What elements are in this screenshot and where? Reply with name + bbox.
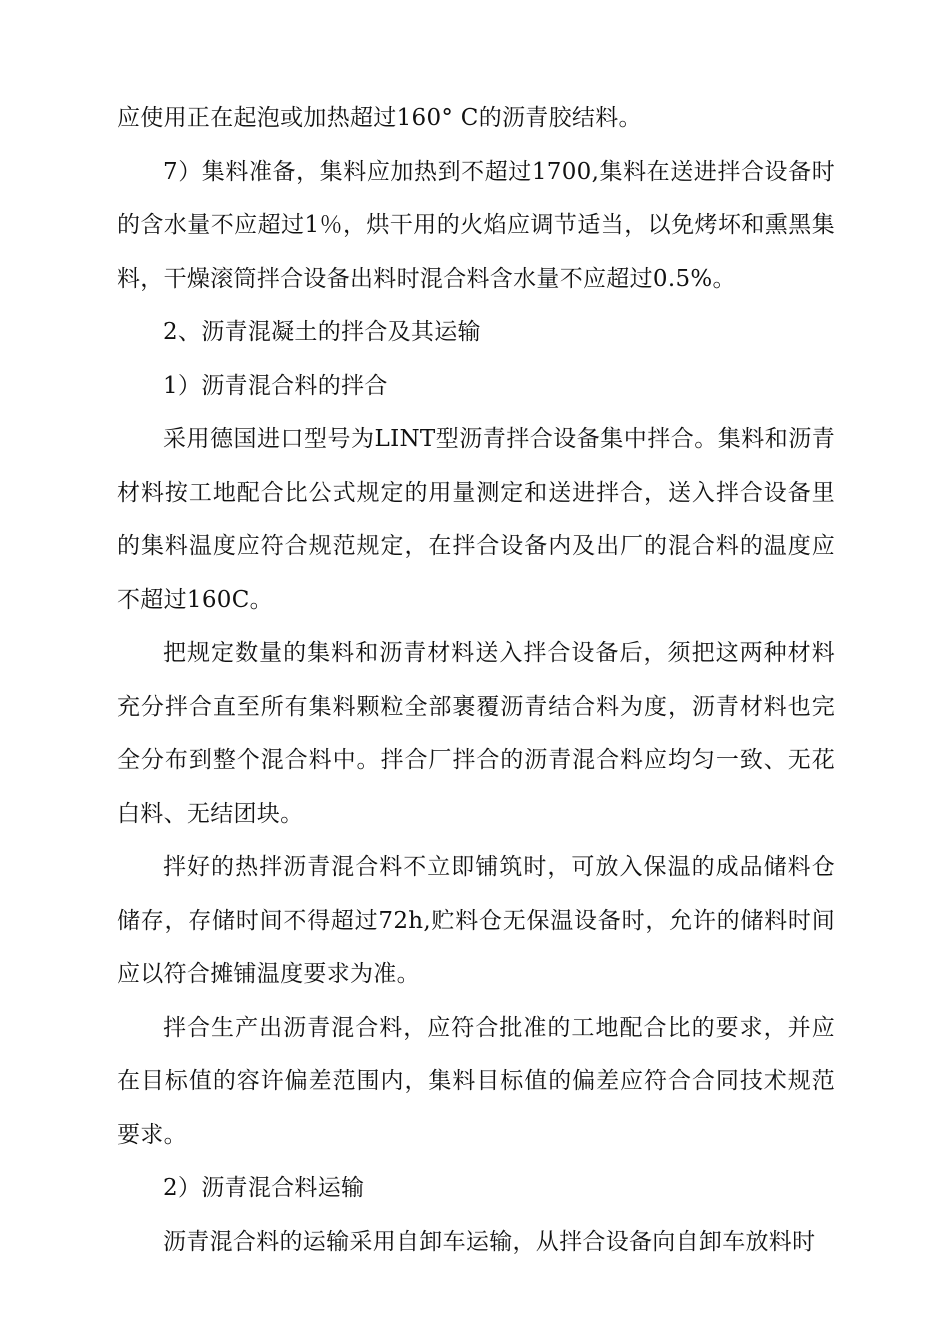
section-heading-mixing-transport: 2、沥青混凝土的拌合及其运输 [163, 319, 481, 345]
paragraph-bitumen-temperature: 应使用正在起泡或加热超过160° C的沥青胶结料。 [117, 105, 642, 131]
document-body [117, 92, 835, 1269]
paragraph-storage: 拌好的热拌沥青混合料不立即铺筑时，可放入保温的成品储料仓储存，存储时间不得超过72h,贮料仓无保温设备时，允许的储料时间应以符合摊铺温度要求为准。 [117, 854, 835, 987]
paragraph-mixing-process: 把规定数量的集料和沥青材料送入拌合设备后，须把这两种材料充分拌合直至所有集料颗粒全部裹覆沥青结合料为度，沥青材料也完全分布到整个混合料中。拌合厂拌合的沥青混合料应均匀一致、无花白料、无结团块。 [117, 640, 835, 827]
subheading-mixture-transport: 2）沥青混合料运输 [163, 1175, 365, 1201]
paragraph-aggregate-preparation: 7）集料准备，集料应加热到不超过1700,集料在送进拌合设备时的含水量不应超过1％，烘干用的火焰应调节适当，以免烤坏和熏黑集料，干燥滚筒拌合设备出料时混合料含水量不应超过0.5%。 [117, 158, 835, 292]
paragraph-transport: 沥青混合料的运输采用自卸车运输，从拌合设备向自卸车放料时 [163, 1228, 816, 1255]
paragraph-mixing-equipment: 采用德国进口型号为LINT型沥青拌合设备集中拌合。集料和沥青材料按工地配合比公式规定的用量测定和送进拌合，送入拌合设备里的集料温度应符合规范规定，在拌合设备内及出厂的混合料的温度应不超过160C。 [117, 426, 835, 613]
paragraph-production-requirements: 拌合生产出沥青混合料，应符合批准的工地配合比的要求，并应在目标值的容许偏差范围内，集料目标值的偏差应符合合同技术规范要求。 [117, 1014, 835, 1148]
subheading-mixture-mixing: 1）沥青混合料的拌合 [163, 372, 388, 399]
